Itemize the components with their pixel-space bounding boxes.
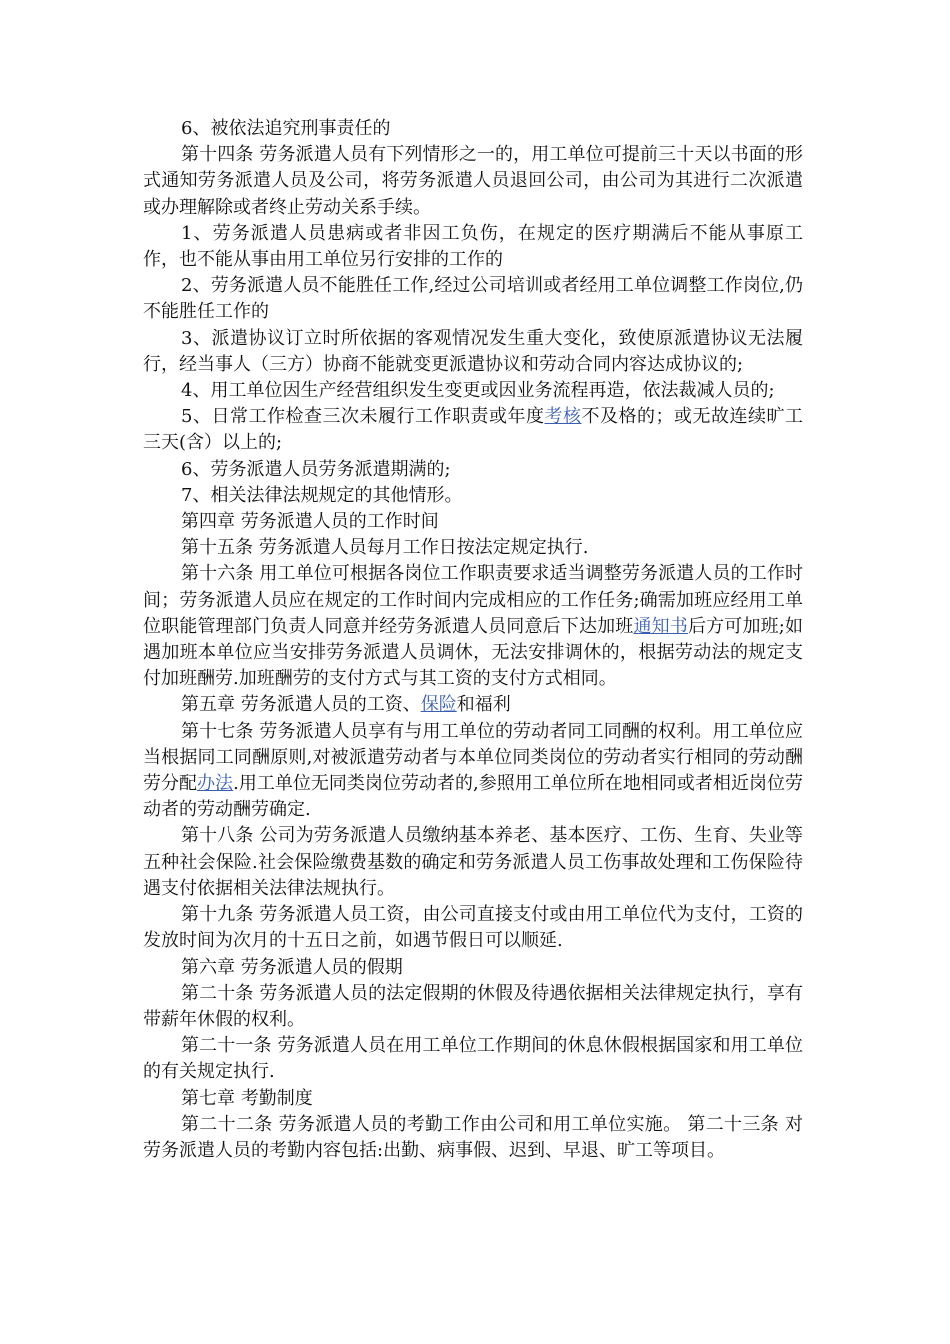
text-run: 第四章 劳务派遣人员的工作时间: [181, 511, 439, 533]
paragraph: [143, 902, 803, 954]
paragraph: [143, 823, 803, 902]
link-banfa[interactable]: 办法: [197, 773, 234, 795]
paragraph: [143, 981, 803, 1033]
text-run: 7、相关法律法规规定的其他情形。: [181, 484, 463, 506]
text-run: 3、派遣协议订立时所依据的客观情况发生重大变化，致使原派遣协议无法履行，经当事人（三方）协商不能就变更派遣协议和劳动合同内容达成协议的;: [143, 327, 803, 375]
paragraph: [143, 116, 803, 142]
paragraph: [143, 561, 803, 692]
paragraph: [143, 1033, 803, 1085]
text-run: 6、劳务派遣人员劳务派遣期满的;: [181, 458, 451, 480]
text-run: 1、劳务派遣人员患病或者非因工负伤，在规定的医疗期满后不能从事原工作，也不能从事由用工单位另行安排的工作的: [143, 222, 803, 271]
text-run: 4、用工单位因生产经营组织发生变更或因业务流程再造，依法裁减人员的;: [181, 380, 775, 402]
link-tongzhishu[interactable]: 通知书: [633, 615, 688, 637]
paragraph: [143, 457, 803, 483]
text-run: 第五章 劳务派遣人员的工资、: [181, 694, 421, 716]
document-body: [143, 116, 803, 1164]
text-run: 后方可加班;如遇加班本单位应当安排劳务派遣人员调休，无法安排调休的，根据劳动法的规定支付加班酬劳.加班酬劳的支付方式与其工资的支付方式相同。: [143, 615, 804, 690]
text-run: 第二十一条 劳务派遣人员在用工单位工作期间的休息休假根据国家和用工单位的有关规定执行.: [143, 1035, 803, 1083]
text-run: 和福利: [456, 694, 511, 716]
paragraph: [143, 326, 803, 378]
link-kaohe[interactable]: 考核: [544, 406, 582, 428]
text-run: .用工单位无同类岗位劳动者的,参照用工单位所在地相同或者相近岗位劳动者的劳动酬劳确定.: [143, 773, 803, 821]
text-run: 第七章 考勤制度: [181, 1087, 313, 1109]
text-run: 2、劳务派遣人员不能胜任工作,经过公司培训或者经用工单位调整工作岗位,仍不能胜任工作的: [143, 275, 803, 323]
chapter-heading: [143, 692, 803, 718]
paragraph: [143, 719, 803, 824]
text-run: 5、日常工作检查三次未履行工作职责或年度: [181, 406, 545, 428]
link-baoxian[interactable]: 保险: [420, 694, 457, 716]
paragraph: [143, 1112, 803, 1164]
text-run: 第十五条 劳务派遣人员每月工作日按法定规定执行.: [181, 537, 589, 559]
chapter-heading: [143, 1086, 803, 1112]
text-run: 第二十条 劳务派遣人员的法定假期的休假及待遇依据相关法律规定执行，享有带薪年休假的权利。: [143, 982, 803, 1030]
text-run: 第十九条 劳务派遣人员工资，由公司直接支付或由用工单位代为支付，工资的发放时间为次月的十五日之前，如遇节假日可以顺延.: [143, 904, 803, 952]
text-run: 不及格的；或无故连续旷工三天(含）以上的;: [143, 406, 804, 454]
text-run: 第十四条 劳务派遣人员有下列情形之一的，用工单位可提前三十天以书面的形式通知劳务派遣人员及公司，将劳务派遣人员退回公司，由公司为其进行二次派遣或办理解除或者终止劳动关系手续。: [143, 144, 803, 218]
paragraph: [143, 378, 803, 404]
text-run: 第十七条 劳务派遣人员享有与用工单位的劳动者同工同酬的权利。用工单位应当根据同工同酬原则,对被派遣劳动者与本单位同类岗位的劳动者实行相同的劳动酬劳分配: [143, 720, 803, 795]
text-run: 第二十二条 劳务派遣人员的考勤工作由公司和用工单位实施。 第二十三条 对劳务派遣人员的考勤内容包括:出勤、病事假、迟到、早退、旷工等项目。: [143, 1113, 803, 1161]
chapter-heading: [143, 509, 803, 535]
text-run: 第六章 劳务派遣人员的假期: [181, 956, 403, 978]
paragraph: [143, 221, 803, 273]
paragraph: [143, 535, 803, 561]
text-run: 6、被依法追究刑事责任的: [181, 118, 391, 139]
text-run: 第十八条 公司为劳务派遣人员缴纳基本养老、基本医疗、工伤、生育、失业等五种社会保险.社会保险缴费基数的确定和劳务派遣人员工伤事故处理和工伤保险待遇支付依据相关法律法规执行。: [143, 825, 803, 899]
paragraph: [143, 483, 803, 509]
text-run: 第十六条 用工单位可根据各岗位工作职责要求适当调整劳务派遣人员的工作时间；劳务派遣人员应在规定的工作时间内完成相应的工作任务;确需加班应经用工单位职能管理部门负责人同意并经劳务派遣人员同意后下达加班: [143, 563, 803, 637]
paragraph: [143, 273, 803, 325]
paragraph: [143, 404, 803, 456]
chapter-heading: [143, 955, 803, 981]
paragraph: [143, 142, 803, 221]
